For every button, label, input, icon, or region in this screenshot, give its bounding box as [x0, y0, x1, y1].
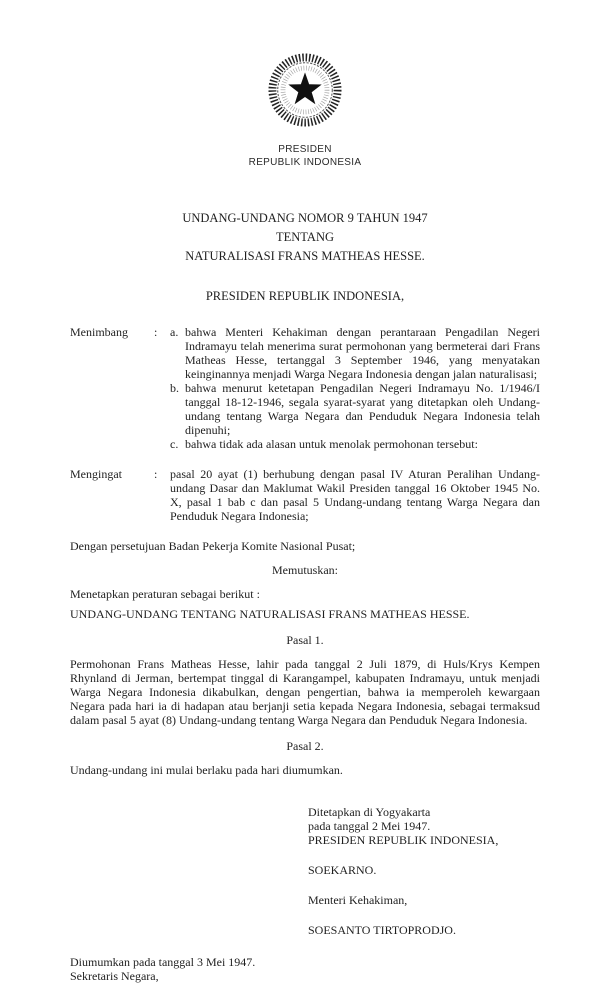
agreement-line: Dengan persetujuan Badan Pekerja Komite Nasional Pusat;	[70, 539, 356, 553]
item-marker: a.	[170, 325, 179, 339]
law-number-title: UNDANG-UNDANG NOMOR 9 TAHUN 1947	[182, 211, 428, 225]
article-2-heading: Pasal 2.	[286, 739, 324, 753]
considerations-colon: :	[154, 325, 158, 339]
considerations-clause	[70, 325, 540, 451]
enacted-law-title: UNDANG-UNDANG TENTANG NATURALISASI FRANS MATHEAS HESSE.	[70, 607, 470, 621]
promulgation-block	[70, 955, 540, 983]
consideration-item-a	[170, 325, 540, 381]
legal-basis-text: pasal 20 ayat (1) berhubung dengan pasal IV Aturan Peralihan Undang-undang Dasar dan Maklumat Wakil Presiden tanggal 16 Oktober 1945 No. X, pasal 1 bab c dan pasal 5 Undang-undang tentang Warga Negara dan Penduduk Negara Indonesia;	[170, 467, 540, 523]
signature-block	[308, 805, 540, 937]
preamble-title: PRESIDEN REPUBLIK INDONESIA,	[205, 289, 405, 303]
promulgation-date: Diumumkan pada tanggal 3 Mei 1947.	[70, 955, 256, 969]
legal-basis-label: Mengingat	[70, 467, 122, 481]
consideration-item-b	[170, 381, 540, 437]
menetapkan-line: Menetapkan peraturan sebagai berikut :	[70, 587, 260, 601]
minister-title: Menteri Kehakiman,	[308, 893, 408, 907]
president-name: SOEKARNO.	[308, 863, 377, 877]
signature-date: pada tanggal 2 Mei 1947.	[308, 819, 431, 833]
tentang-label: TENTANG	[275, 230, 334, 244]
item-text: bahwa menurut ketetapan Pengadilan Negeri Indramayu No. 1/1946/I tanggal 18-12-1946, segala syarat-syarat yang ditetapkan oleh Undang-undang tentang Warga Negara dan Penduduk Negara Indonesia telah dipenuhi;	[185, 381, 540, 437]
item-text: bahwa tidak ada alasan untuk menolak permohonan tersebut:	[185, 437, 478, 451]
signature-place: Ditetapkan di Yogyakarta	[308, 805, 431, 819]
article-1-body: Permohonan Frans Matheas Hesse, lahir pada tanggal 2 Juli 1879, di Huls/Krys Kempen Rhynland di Jerman, bertempat tinggal di Karangampel, kabupaten Indramayu, untuk menjadi Warga Negara Indonesia dikabulkan, dengan pengertian, bahwa ia memperoleh kewargaan Negara pada hari ia di hadapan atau berjanji setia kepada Negara Indonesia, sebagai termaksud dalam pasal 5 ayat (8) Undang-undang tentang Warga Negara dan Penduduk Negara Indonesia.	[70, 657, 540, 727]
memutuskan-heading: Memutuskan:	[272, 563, 338, 577]
item-marker: b.	[170, 381, 179, 395]
consideration-item-c	[170, 437, 540, 451]
promulgation-office: Sekretaris Negara,	[70, 969, 159, 983]
signature-office: PRESIDEN REPUBLIK INDONESIA,	[308, 833, 499, 847]
legal-basis-clause	[70, 467, 540, 523]
document-title-block	[70, 211, 540, 263]
considerations-body	[170, 325, 540, 451]
considerations-label: Menimbang	[70, 325, 128, 339]
letterhead	[70, 46, 540, 169]
subject-title: NATURALISASI FRANS MATHEAS HESSE.	[185, 249, 425, 263]
item-text: bahwa Menteri Kehakiman dengan perantaraan Pengadilan Negeri Indramayu telah menerima surat permohonan yang bermeterai dari Frans Matheas Hesse, tertanggal 3 September 1946, yang menyatakan keinginannya menjadi Warga Negara Indonesia dengan jalan naturalisasi;	[185, 325, 540, 381]
item-marker: c.	[170, 437, 179, 451]
letterhead-presiden: PRESIDEN	[278, 144, 332, 155]
article-2-body: Undang-undang ini mulai berlaku pada hari diumumkan.	[70, 763, 343, 777]
article-1-heading: Pasal 1.	[286, 633, 324, 647]
legal-basis-colon: :	[154, 467, 158, 481]
letterhead-republik-indonesia: REPUBLIK INDONESIA	[248, 157, 362, 168]
national-emblem-icon	[261, 46, 349, 134]
minister-name: SOESANTO TIRTOPRODJO.	[308, 923, 456, 937]
